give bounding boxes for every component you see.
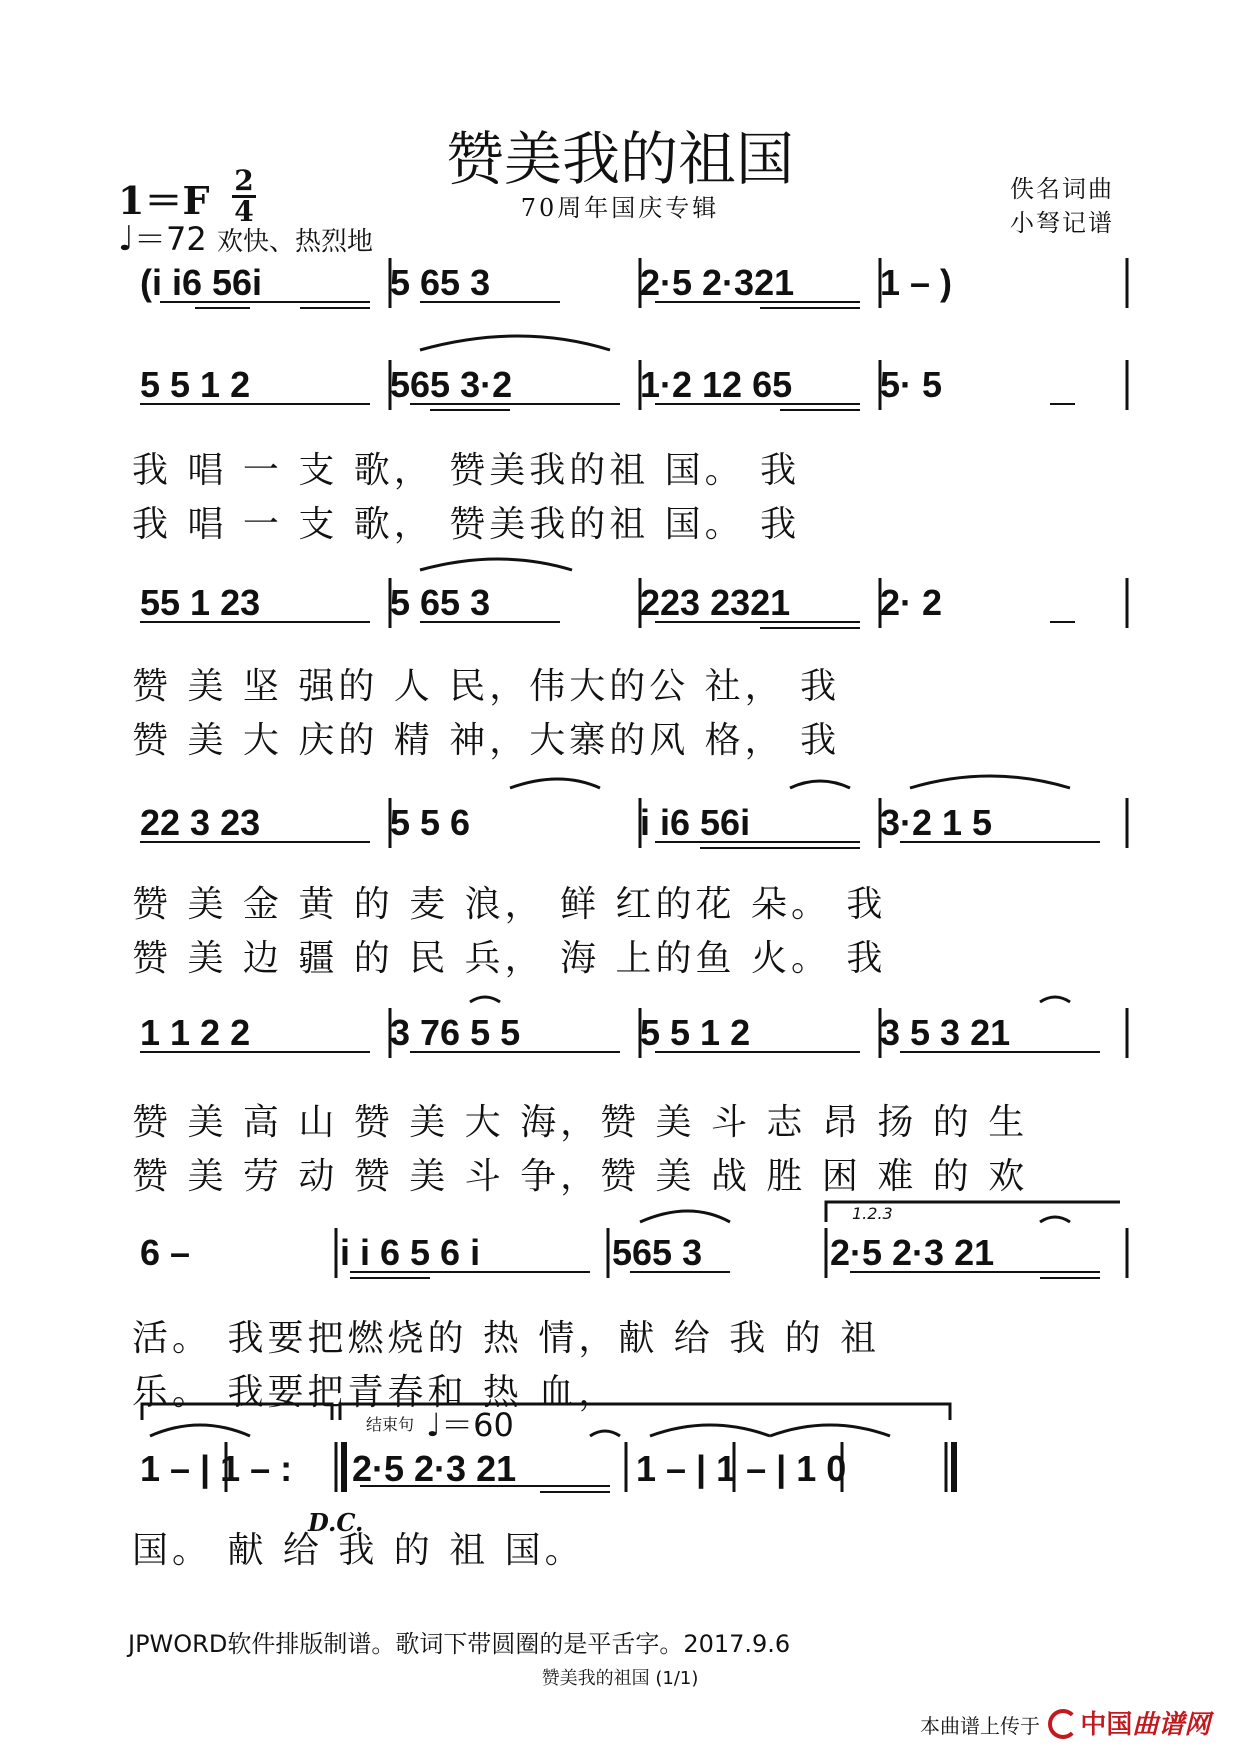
bar: 223 2321	[640, 582, 791, 623]
ending-label: 结束句	[366, 1415, 415, 1434]
lyric-line: 赞 美 坚 强的 人 民，伟大的公 社， 我	[132, 666, 841, 707]
bar: 55 1 23	[140, 582, 261, 623]
bar: 5 5 1 2	[640, 1012, 751, 1053]
bar: 1 1 2 2	[140, 1012, 251, 1053]
bar: 2·5 2·321	[640, 262, 795, 303]
notation-row-7	[140, 1448, 966, 1490]
lyric-line: 我 唱 一 支 歌， 赞美我的祖 国。 我	[132, 450, 801, 491]
notation-row-5	[140, 1012, 1110, 1054]
credit-line: 佚名词曲	[1010, 175, 1114, 203]
bar: 1 – | 1 – | 1 0	[636, 1448, 847, 1489]
tempo-change	[426, 1400, 514, 1446]
upload-credit	[920, 1704, 1210, 1741]
key-signature: 1＝F	[118, 178, 210, 223]
tempo-change-value: ＝60	[441, 1406, 514, 1444]
page-number: 赞美我的祖国 (1/1)	[541, 1668, 699, 1689]
bar: 3 5 3 21	[880, 1012, 1011, 1053]
bar: 6 –	[140, 1232, 191, 1273]
footer-note: JPWORD软件排版制谱。歌词下带圆圈的是平舌字。2017.9.6	[128, 1630, 791, 1658]
quarter-note-icon: ♩	[118, 219, 135, 259]
bar: 2·5 2·3 21	[352, 1448, 517, 1489]
bar: 565 3·2	[390, 364, 513, 405]
notation-row-3	[140, 582, 1110, 624]
lyric-line: 国。 献 给 我 的 祖 国。	[132, 1530, 585, 1571]
bar: 1 – )	[880, 262, 953, 303]
notation-row-4	[140, 802, 1110, 844]
lyric-line: 我 唱 一 支 歌， 赞美我的祖 国。 我	[132, 504, 801, 545]
bar: 5 5 1 2	[140, 364, 251, 405]
lyric-line: 乐。 我要把青春和 热 血，	[132, 1372, 619, 1413]
notation-row-2	[140, 364, 1110, 406]
lyric-line: 赞 美 边 疆 的 民 兵， 海 上的鱼 火。 我	[132, 938, 887, 979]
bar: 5 5 6	[390, 802, 471, 843]
notation-row-1	[140, 262, 1110, 304]
bar: 1 – | 1 – :	[140, 1448, 293, 1489]
bar: 565 3	[612, 1232, 703, 1273]
quarter-note-icon: ♩	[426, 1406, 442, 1444]
bar: 2· 2	[880, 582, 943, 623]
lyric-line: 赞 美 大 庆的 精 神，大寨的风 格， 我	[132, 720, 841, 761]
bar: 3 76 5 5	[390, 1012, 521, 1053]
tempo-value: ＝72	[134, 220, 207, 258]
lyric-line: 赞 美 金 黄 的 麦 浪， 鲜 红的花 朵。 我	[132, 884, 887, 925]
site-logo-icon	[1048, 1709, 1078, 1739]
bar: i i 6 5 6 i	[340, 1232, 481, 1273]
notation-row-6	[140, 1232, 1110, 1274]
credit-line: 小弩记谱	[1010, 209, 1114, 237]
bar: 5 65 3	[390, 582, 491, 623]
site-brand-b[interactable]: 曲谱网	[1132, 1710, 1211, 1740]
lyric-line: 赞 美 劳 动 赞 美 斗 争，赞 美 战 胜 困 难 的 欢	[132, 1156, 1029, 1197]
bar: i i6 56i	[640, 802, 751, 843]
expression-marking: 欢快、热烈地	[216, 227, 373, 257]
lyric-line: 赞 美 高 山 赞 美 大 海，赞 美 斗 志 昂 扬 的 生	[132, 1102, 1029, 1143]
bar: 5· 5	[880, 364, 943, 405]
site-brand-a[interactable]: 中国	[1080, 1710, 1133, 1740]
bar: 22 3 23	[140, 802, 261, 843]
bar: 1·2 12 65	[640, 364, 793, 405]
volta-label: 1.2.3	[852, 1204, 893, 1223]
bar: 5 65 3	[390, 262, 491, 303]
bar: 3·2 1 5	[880, 802, 993, 843]
time-signature-top: 2	[234, 164, 254, 197]
bar: 2·5 2·3 21	[830, 1232, 995, 1273]
dc-marking: D.C.	[308, 1508, 364, 1537]
time-signature-bottom: 4	[234, 195, 254, 228]
song-title: 赞美我的祖国	[445, 125, 794, 193]
lyric-line: 活。 我要把燃烧的 热 情，献 给 我 的 祖	[132, 1318, 881, 1359]
upload-text: 本曲谱上传于	[920, 1714, 1040, 1738]
song-subtitle: 70周年国庆专辑	[520, 194, 720, 222]
bar: (i i6 56i	[140, 262, 263, 303]
